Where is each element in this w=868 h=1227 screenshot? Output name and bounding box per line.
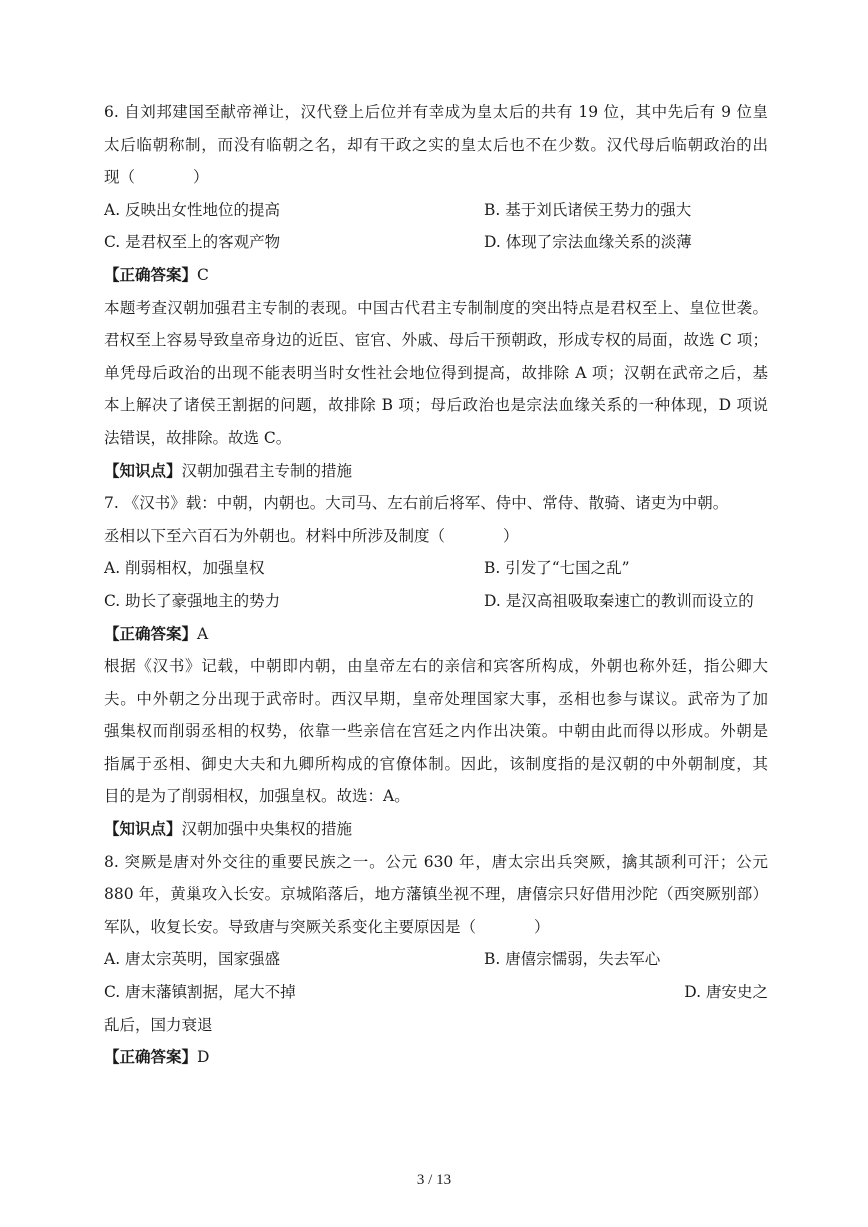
q8-option-a: A. 唐太宗英明，国家强盛 [104, 950, 281, 969]
answer-tag: 【正确答案】 [104, 264, 198, 284]
q8-stem-line-1: 8. 突厥是唐对外交往的重要民族之一。公元 630 年，唐太宗出兵突厥，擒其颉利可汗；公元 [104, 852, 768, 871]
knowledge-tag: 【知识点】 [104, 460, 182, 480]
q8-stem-line-3 [104, 911, 768, 944]
q7-answer [104, 618, 768, 651]
q6-option-d: D. 体现了宗法血缘关系的淡薄 [484, 233, 692, 252]
q7-options-row-1 [104, 552, 768, 585]
q7-option-c: C. 助长了豪强地主的势力 [104, 591, 281, 610]
answer-value: A [197, 624, 209, 643]
q8-options-row-1 [104, 943, 768, 976]
q8-options-row-2 [104, 976, 768, 1009]
answer-value: D [197, 1048, 210, 1067]
q6-options-row-1 [104, 194, 768, 227]
q6-stem-close: ） [193, 168, 209, 187]
q6-answer [104, 259, 768, 292]
q7-option-a: A. 削弱相权，加强皇权 [104, 559, 265, 578]
q6-explanation-line-3: 单凭母后政治的出现不能表明当时女性社会地位得到提高，故排除 A 项；汉朝在武帝之后，基 [104, 363, 768, 382]
q8-option-d-continued: 乱后，国力衰退 [104, 1015, 213, 1034]
q7-explanation-line-1: 根据《汉书》记载，中朝即内朝，由皇帝左右的亲信和宾客所构成，外朝也称外廷，指公卿大 [104, 657, 768, 676]
q7-explanation-line-5: 目的是为了削弱相权，加强皇权。故选：A。 [104, 787, 410, 806]
q6-stem-line-1: 6. 自刘邦建国至献帝禅让，汉代登上后位并有幸成为皇太后的共有 19 位，其中先后有 9 位皇 [104, 103, 768, 121]
q6-option-a: A. 反映出女性地位的提高 [104, 200, 281, 219]
answer-value: C [197, 265, 209, 284]
q6-options-row-2 [104, 226, 768, 259]
answer-tag: 【正确答案】 [104, 623, 198, 643]
knowledge-value: 汉朝加强中央集权的措施 [181, 820, 353, 839]
q7-explanation-line-4: 指属于丞相、御史大夫和九卿所构成的官僚体制。因此，该制度指的是汉朝的中外朝制度，其 [104, 754, 768, 773]
q6-explanation-line-4: 本上解决了诸侯王割据的问题，故排除 B 项；母后政治也是宗法血缘关系的一种体现，D 项说 [104, 396, 768, 415]
answer-tag: 【正确答案】 [104, 1047, 198, 1067]
q6-stem-text: 现（ [104, 168, 136, 187]
knowledge-value: 汉朝加强君主专制的措施 [181, 461, 353, 480]
knowledge-tag: 【知识点】 [104, 819, 182, 839]
q7-stem-text: 丞相以下至六百石为外朝也。材料中所涉及制度（ [104, 526, 446, 545]
q8-stem-line-2: 880 年，黄巢攻入长安。京城陷落后，地方藩镇坐视不理，唐僖宗只好借用沙陀（西突厥别部） [104, 885, 768, 904]
q7-stem-line-1: 7. 《汉书》载：中朝，内朝也。大司马、左右前后将军、侍中、常侍、散骑、诸吏为中朝。 [104, 494, 729, 513]
q6-explanation-line-5: 法错误，故排除。故选 C。 [104, 428, 292, 447]
page-number: 3 / 13 [416, 1172, 452, 1188]
q6-stem-line-3 [104, 161, 768, 194]
document-page [104, 96, 768, 1074]
q6-stem-line-2: 太后临朝称制，而没有临朝之名，却有干政之实的皇太后也不在少数。汉代母后临朝政治的出 [104, 135, 768, 154]
q6-option-c: C. 是君权至上的客观产物 [104, 233, 281, 252]
q6-explanation-line-1: 本题考查汉朝加强君主专制的表现。中国古代君主专制制度的突出特点是君权至上、皇位世袭。 [104, 298, 768, 317]
q7-knowledge-point [104, 813, 768, 846]
q7-options-row-2 [104, 585, 768, 618]
q7-explanation-line-3: 强集权而削弱丞相的权势，依靠一些亲信在宫廷之内作出决策。中朝由此而得以形成。外朝是 [104, 722, 768, 741]
q6-option-b: B. 基于刘氏诸侯王势力的强大 [484, 200, 692, 219]
q8-option-b: B. 唐僖宗懦弱，失去军心 [484, 950, 661, 969]
q8-stem-text: 军队，收复长安。导致唐与突厥关系变化主要原因是（ [104, 917, 477, 936]
q7-stem-line-2 [104, 520, 768, 553]
q6-knowledge-point [104, 455, 768, 488]
q8-stem-close: ） [534, 917, 550, 936]
q7-explanation-line-2: 夫。中外朝之分出现于武帝时。西汉早期，皇帝处理国家大事，丞相也参与谋议。武帝为了加 [104, 689, 768, 708]
q8-option-d-start: D. 唐安史之 [684, 983, 768, 1002]
q7-option-b: B. 引发了“七国之乱” [484, 559, 630, 578]
q7-stem-close: ） [503, 526, 519, 545]
q8-answer [104, 1041, 768, 1074]
q7-option-d: D. 是汉高祖吸取秦速亡的教训而设立的 [484, 591, 754, 610]
q6-explanation-line-2: 君权至上容易导致皇帝身边的近臣、宦官、外戚、母后干预朝政，形成专权的局面，故选 C 项； [104, 331, 768, 350]
q8-option-c: C. 唐末藩镇割据，尾大不掉 [104, 983, 296, 1002]
